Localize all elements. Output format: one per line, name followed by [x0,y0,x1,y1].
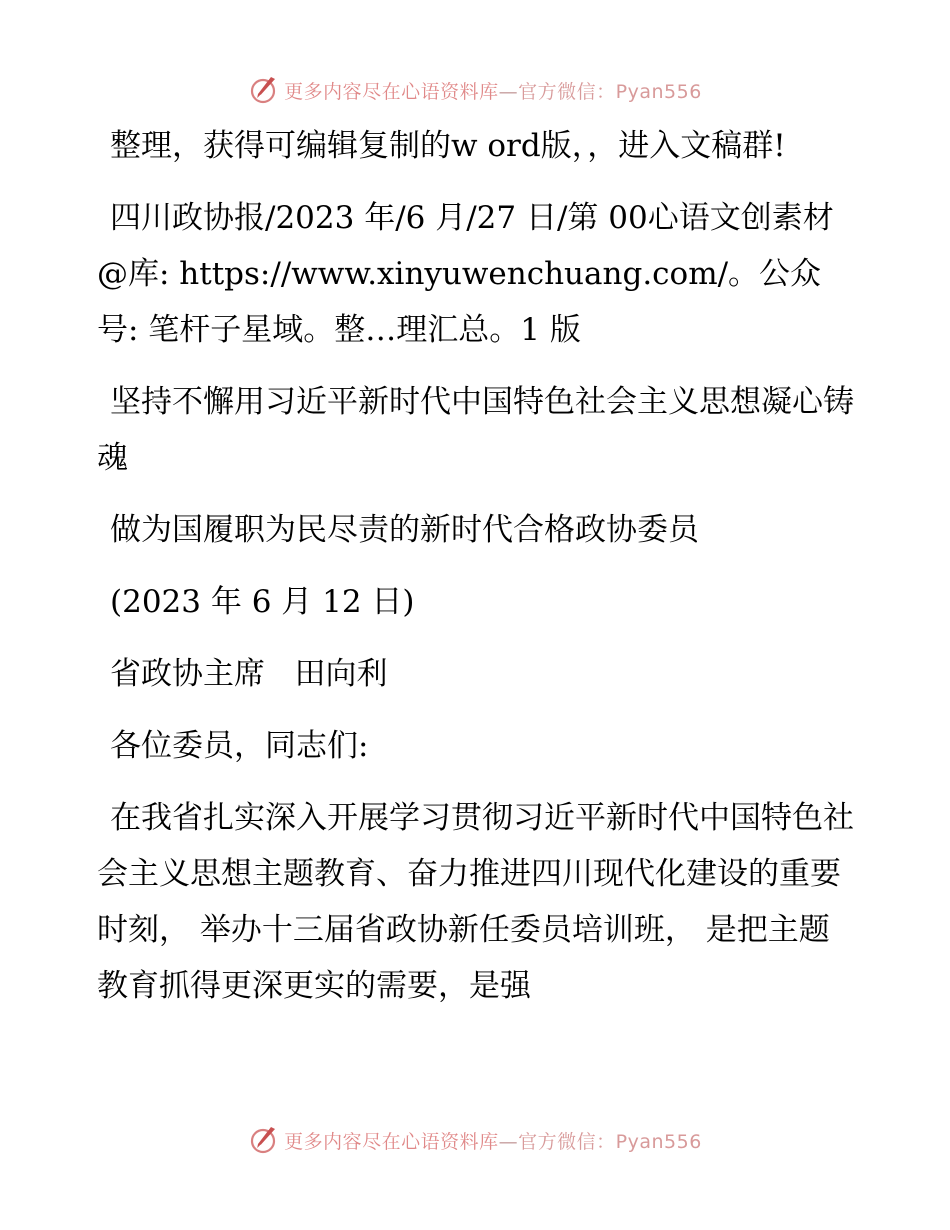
quill-pen-icon [248,74,280,106]
banner-contact-text: 官方微信：Pyan556 [518,1130,702,1153]
article-subtitle: 做为国履职为民尽责的新时代合格政协委员 [110,512,699,548]
article-title: 坚持不懈用习近平新时代中国特色社会主义思想凝心铸魂 [97,384,854,476]
banner-contact-text: 官方微信：Pyan556 [518,80,702,103]
paragraph-intro: 整理，获得可编辑复制的w ord版，，进入文稿群! [110,128,786,164]
banner-main-text: 更多内容尽在心语资料库 [284,1130,499,1153]
document-body [97,118,857,1030]
salutation: 各位委员，同志们: [110,728,369,764]
article-author: 省政协主席 田向利 [110,656,388,692]
banner-separator: — [498,1130,519,1153]
article-date: (2023 年 6 月 12 日) [110,584,415,620]
header-banner [0,70,950,110]
footer-banner [0,1120,950,1160]
paragraph-source: 四川政协报/2023 年/6 月/27 日/第 00心语文创素材@库: https://www.xinyuwenchuang.com/。公众号: 笔杆子星域。整…理汇总。1 版 [97,200,834,348]
paragraph-body: 在我省扎实深入开展学习贯彻习近平新时代中国特色社会主义思想主题教育、奋力推进四川现代化建设的重要时刻， 举办十三届省政协新任委员培训班， 是把主题教育抓得更深更实的需要，是强 [97,800,854,1004]
banner-separator: — [498,80,519,103]
banner-main-text: 更多内容尽在心语资料库 [284,80,499,103]
quill-pen-icon [248,1124,280,1156]
